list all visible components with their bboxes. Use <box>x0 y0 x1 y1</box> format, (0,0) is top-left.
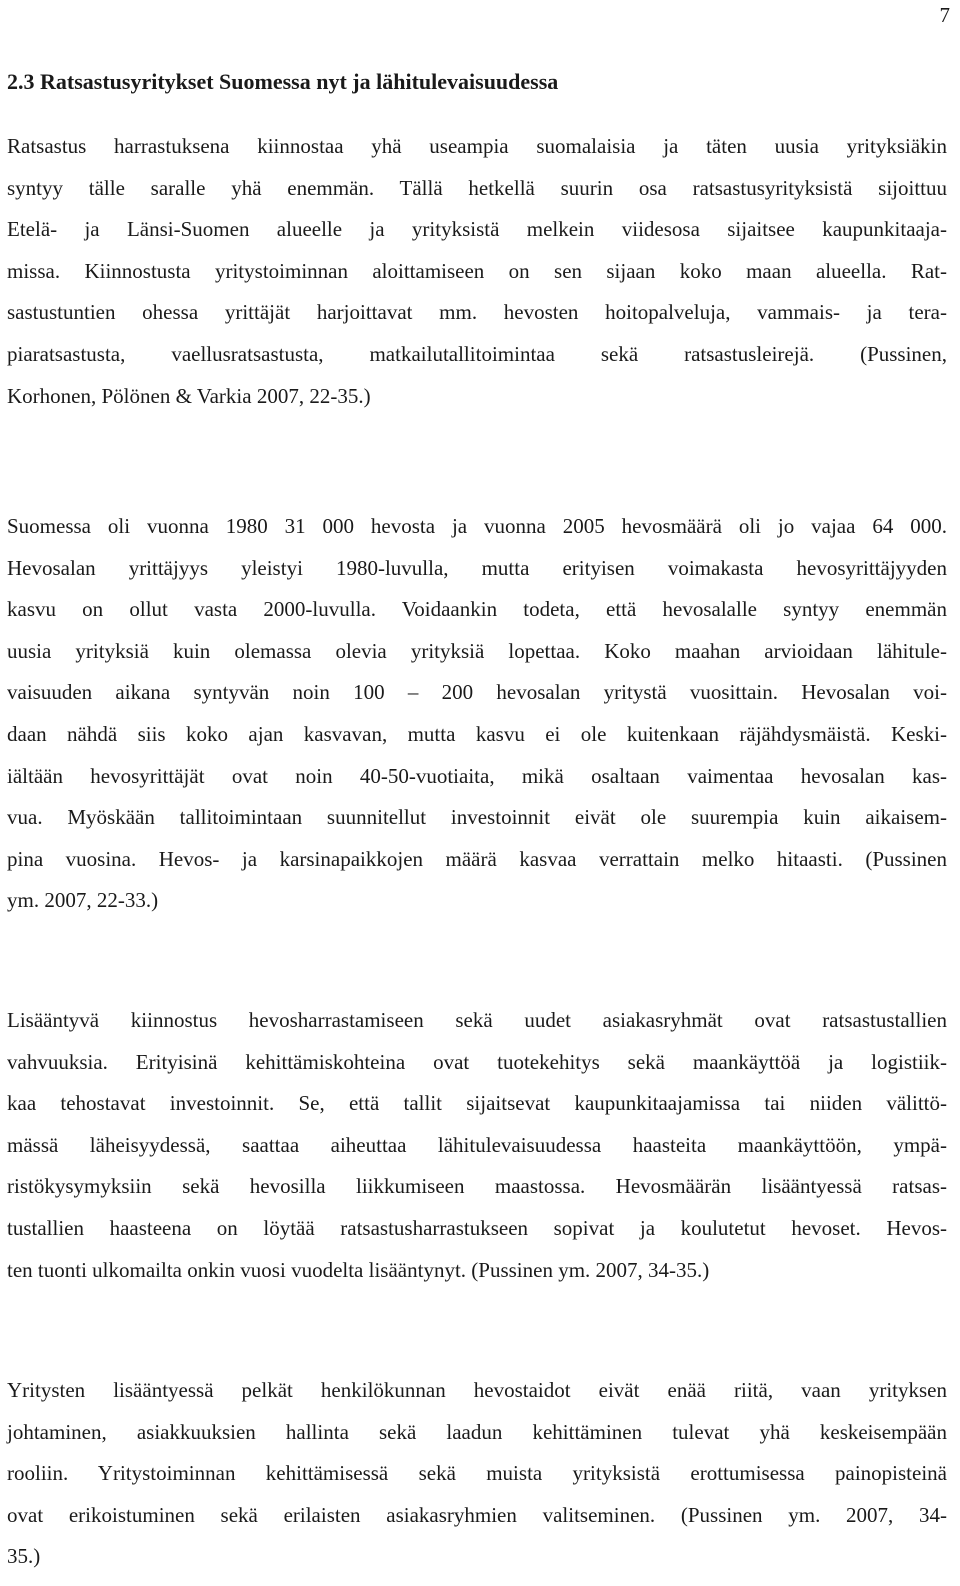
text-line: ovat erikoistuminen sekä erilaisten asiakasryhmien valitseminen. (Pussinen ym. 2007, 34- <box>7 1502 947 1527</box>
text-line: iältään hevosyrittäjät ovat noin 40-50-vuotiaita, mikä osaltaan vaimentaa hevosalan kas- <box>7 763 947 788</box>
paragraph-1 <box>7 126 947 417</box>
text-line: daan nähdä siis koko ajan kasvavan, mutta kasvu ei ole kuitenkaan räjähdysmäistä. Keski- <box>7 721 947 746</box>
text-line: Korhonen, Pölönen & Varkia 2007, 22-35.) <box>7 383 371 408</box>
text-line: uusia yrityksiä kuin olemassa olevia yrityksiä lopettaa. Koko maahan arvioidaan lähitule- <box>7 638 947 663</box>
text-line: mässä läheisyydessä, saattaa aiheuttaa lähitulevaisuudessa haasteita maankäyttöön, ympä- <box>7 1132 947 1157</box>
text-line: vahvuuksia. Erityisinä kehittämiskohteina ovat tuotekehitys sekä maankäyttöä ja logistiik- <box>7 1049 947 1074</box>
text-line: pina vuosina. Hevos- ja karsinapaikkojen määrä kasvaa verrattain melko hitaasti. (Pussinen <box>7 846 947 871</box>
text-line: piaratsastusta, vaellusratsastusta, matkailutallitoimintaa sekä ratsastusleirejä. (Pussinen, <box>7 341 947 366</box>
section-heading: 2.3 Ratsastusyritykset Suomessa nyt ja lähitulevaisuudessa <box>7 69 559 94</box>
text-line: ym. 2007, 22-33.) <box>7 888 159 913</box>
text-line: vua. Myöskään tallitoimintaan suunnitellut investoinnit eivät ole suurempia kuin aikaisem- <box>7 805 947 830</box>
text-line: tustallien haasteena on löytää ratsastusharrastukseen sopivat ja koulutetut hevoset. Hevos- <box>7 1215 947 1240</box>
text-line: rooliin. Yritystoiminnan kehittämisessä sekä muista yrityksistä erottumisessa painopisteinä <box>7 1461 947 1486</box>
text-line: kasvu on ollut vasta 2000-luvulla. Voidaankin todeta, että hevosalalle syntyy enemmän <box>7 597 947 622</box>
text-line: missa. Kiinnostusta yritystoiminnan aloittamiseen on sen sijaan koko maan alueella. Rat- <box>7 258 947 283</box>
text-line: Etelä- ja Länsi-Suomen alueelle ja yrityksistä melkein viidesosa sijaitsee kaupunkitaaja- <box>7 217 947 242</box>
paragraph-3 <box>7 1000 947 1291</box>
text-line: Ratsastus harrastuksena kiinnostaa yhä useampia suomalaisia ja täten uusia yrityksiäkin <box>7 134 947 158</box>
text-line: Yritysten lisääntyessä pelkät henkilökunnan hevostaidot eivät enää riitä, vaan yrityksen <box>7 1378 947 1402</box>
text-line: sastustuntien ohessa yrittäjät harjoittavat mm. hevosten hoitopalveluja, vammais- ja tera- <box>7 300 947 325</box>
text-line: Suomessa oli vuonna 1980 31 000 hevosta ja vuonna 2005 hevosmäärä oli jo vajaa 64 000. <box>7 514 947 538</box>
text-line: Lisääntyvä kiinnostus hevosharrastamiseen sekä uudet asiakasryhmät ovat ratsastustallien <box>7 1008 947 1032</box>
paragraph-4 <box>7 1370 947 1578</box>
text-line: ten tuonti ulkomailta onkin vuosi vuodelta lisääntynyt. (Pussinen ym. 2007, 34-35.) <box>7 1257 710 1282</box>
text-line: kaa tehostavat investoinnit. Se, että tallit sijaitsevat kaupunkitaajamissa tai niiden välittö- <box>7 1091 947 1116</box>
page-number: 7 <box>939 3 950 27</box>
text-line: syntyy tälle saralle yhä enemmän. Tällä hetkellä suurin osa ratsastusyrityksistä sijoittuu <box>7 175 947 200</box>
text-line: johtaminen, asiakkuuksien hallinta sekä laadun kehittäminen tulevat yhä keskeisempään <box>7 1419 947 1444</box>
paragraph-2 <box>7 506 947 922</box>
text-line: ristökysymyksiin sekä hevosilla liikkumiseen maastossa. Hevosmäärän lisääntyessä ratsas- <box>7 1174 947 1199</box>
text-line: Hevosalan yrittäjyys yleistyi 1980-luvulla, mutta erityisen voimakasta hevosyrittäjyyden <box>7 555 947 580</box>
text-line: 35.) <box>7 1544 41 1569</box>
text-line: vaisuuden aikana syntyvän noin 100 – 200 hevosalan yritystä vuosittain. Hevosalan voi- <box>7 680 947 705</box>
